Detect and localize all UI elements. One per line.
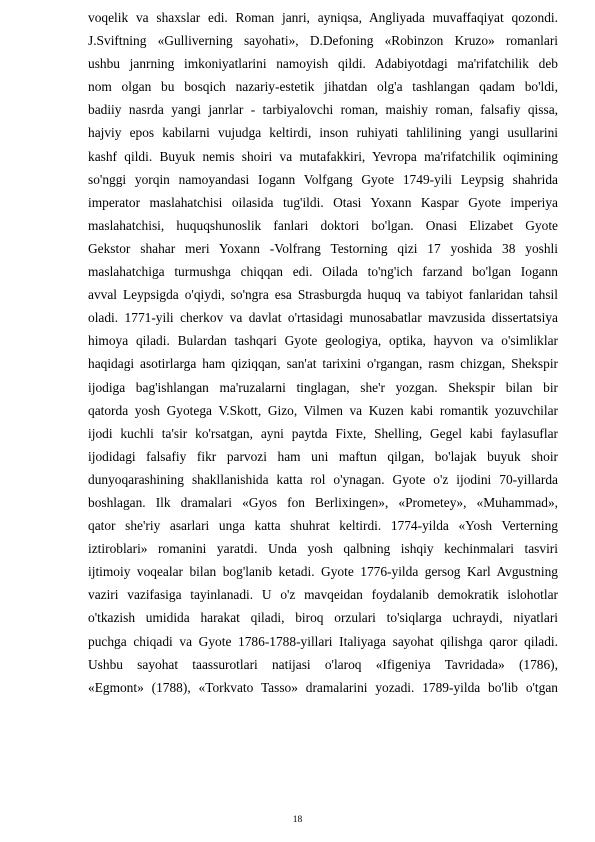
text-line: Gekstor shahar meri Yoxann -Volfrang Testorning qizi 17 yoshida 38 yoshli [88,240,558,256]
text-line: qatorda yosh Gyotega V.Skott, Gizo, Vilmen va Kuzen kabi romantik yozuvchilar [88,402,558,418]
text-line: iztiroblari» romanini yaratdi. Unda yosh qalbning ishqiy kechinmalari tasviri [88,541,558,557]
text-line: himoya qiladi. Bulardan tashqari Gyote geologiya, optika, hayvon va o'simliklar [88,333,558,349]
text-line: oladi. 1771-yili cherkov va davlat o'rtasidagi munosabatlar mavzusida dissertatsiya [88,310,558,326]
text-line: imperator maslahatchisi oilasida tug'ildi. Otasi Yoxann Kaspar Gyote imperiya [88,194,558,210]
text-line: boshlagan. Ilk dramalari «Gyos fon Berlixingen», «Prometey», «Muhammad», [88,494,558,510]
text-line: puchga chiqadi va Gyote 1786-1788-yillari Italiyaga sayohat qilishga qaror qiladi. [88,633,558,649]
text-line: ijodiga bag'ishlangan ma'ruzalarni tinglagan, she'r yozgan. Shekspir bilan bir [88,379,558,395]
text-line: maslahatchisi, huquqshunoslik fanlari doktori bo'lgan. Onasi Elizabet Gyote [88,217,558,233]
text-line: maslahatchiga turmushga chiqqan edi. Oilada to'ng'ich farzand bo'lgan Iogann [88,264,558,280]
text-line: ijodi kuchli ta'sir ko'rsatgan, ayni paytda Fixte, Shelling, Gegel kabi faylasuflar [88,425,558,441]
text-line: avval Leypsigda o'qiydi, so'ngra esa Strasburgda huquq va tabiyot fanlaridan tahsil [88,287,558,303]
text-line: dunyoqarashining shakllanishida katta rol o'ynagan. Gyote o'z ijodini 70-yillarda [88,471,558,487]
text-line: qator she'riy asarlari unga katta shuhrat keltirdi. 1774-yilda «Yosh Verterning [88,518,558,534]
text-line: kashf qildi. Buyuk nemis shoiri va mutafakkiri, Yevropa ma'rifatchilik oqimining [88,148,558,164]
text-line: hajviy epos kabilarni vujudga keltirdi, inson ruhiyati tahlilining yangi usullarini [88,125,558,141]
text-line: so'nggi yorqin namoyandasi Iogann Volfgang Gyote 1749-yili Leypsig shahrida [88,171,558,187]
text-line: nom olgan bu bosqich nazariy-estetik jihatdan olg'a tashlangan qadam bo'ldi, [88,79,558,95]
text-line: badiiy nasrda yangi janrlar - tarbiyalovchi roman, maishiy roman, falsafiy qissa, [88,102,558,118]
text-line: ushbu janrning imkoniyatlarini namoyish qildi. Adabiyotdagi ma'rifatchilik deb [88,56,558,72]
text-line: «Egmont» (1788), «Torkvato Tasso» dramalarini yozadi. 1789-yilda bo'lib o'tgan [88,679,558,695]
body-text [88,6,558,699]
text-line: J.Sviftning «Gulliverning sayohati», D.Defoning «Robinzon Kruzo» romanlari [88,33,558,49]
text-line: vaziri vazifasiga tayinlanadi. U o'z mavqeidan foydalanib demokratik islohotlar [88,587,558,603]
text-line: haqidagi asotirlarga ham qiziqqan, san'at tarixini o'rgangan, rasm chizgan, Shekspir [88,356,558,372]
text-line: voqelik va shaxslar edi. Roman janri, ayniqsa, Angliyada muvaffaqiyat qozondi. [88,10,558,25]
text-line: ijodidagi falsafiy fikr parvozi ham uni maftun qilgan, bo'lajak buyuk shoir [88,448,558,464]
page-number: 18 [292,815,303,825]
text-line: Ushbu sayohat taassurotlari natijasi o'laroq «Ifigeniya Tavridada» (1786), [88,656,558,672]
text-line: ijtimoiy voqealar bilan bog'lanib ketadi. Gyote 1776-yilda gersog Karl Avgustning [88,564,558,580]
text-line: o'tkazish umidida harakat qiladi, biroq orzulari to'siqlarga uchraydi, niyatlari [88,610,558,626]
